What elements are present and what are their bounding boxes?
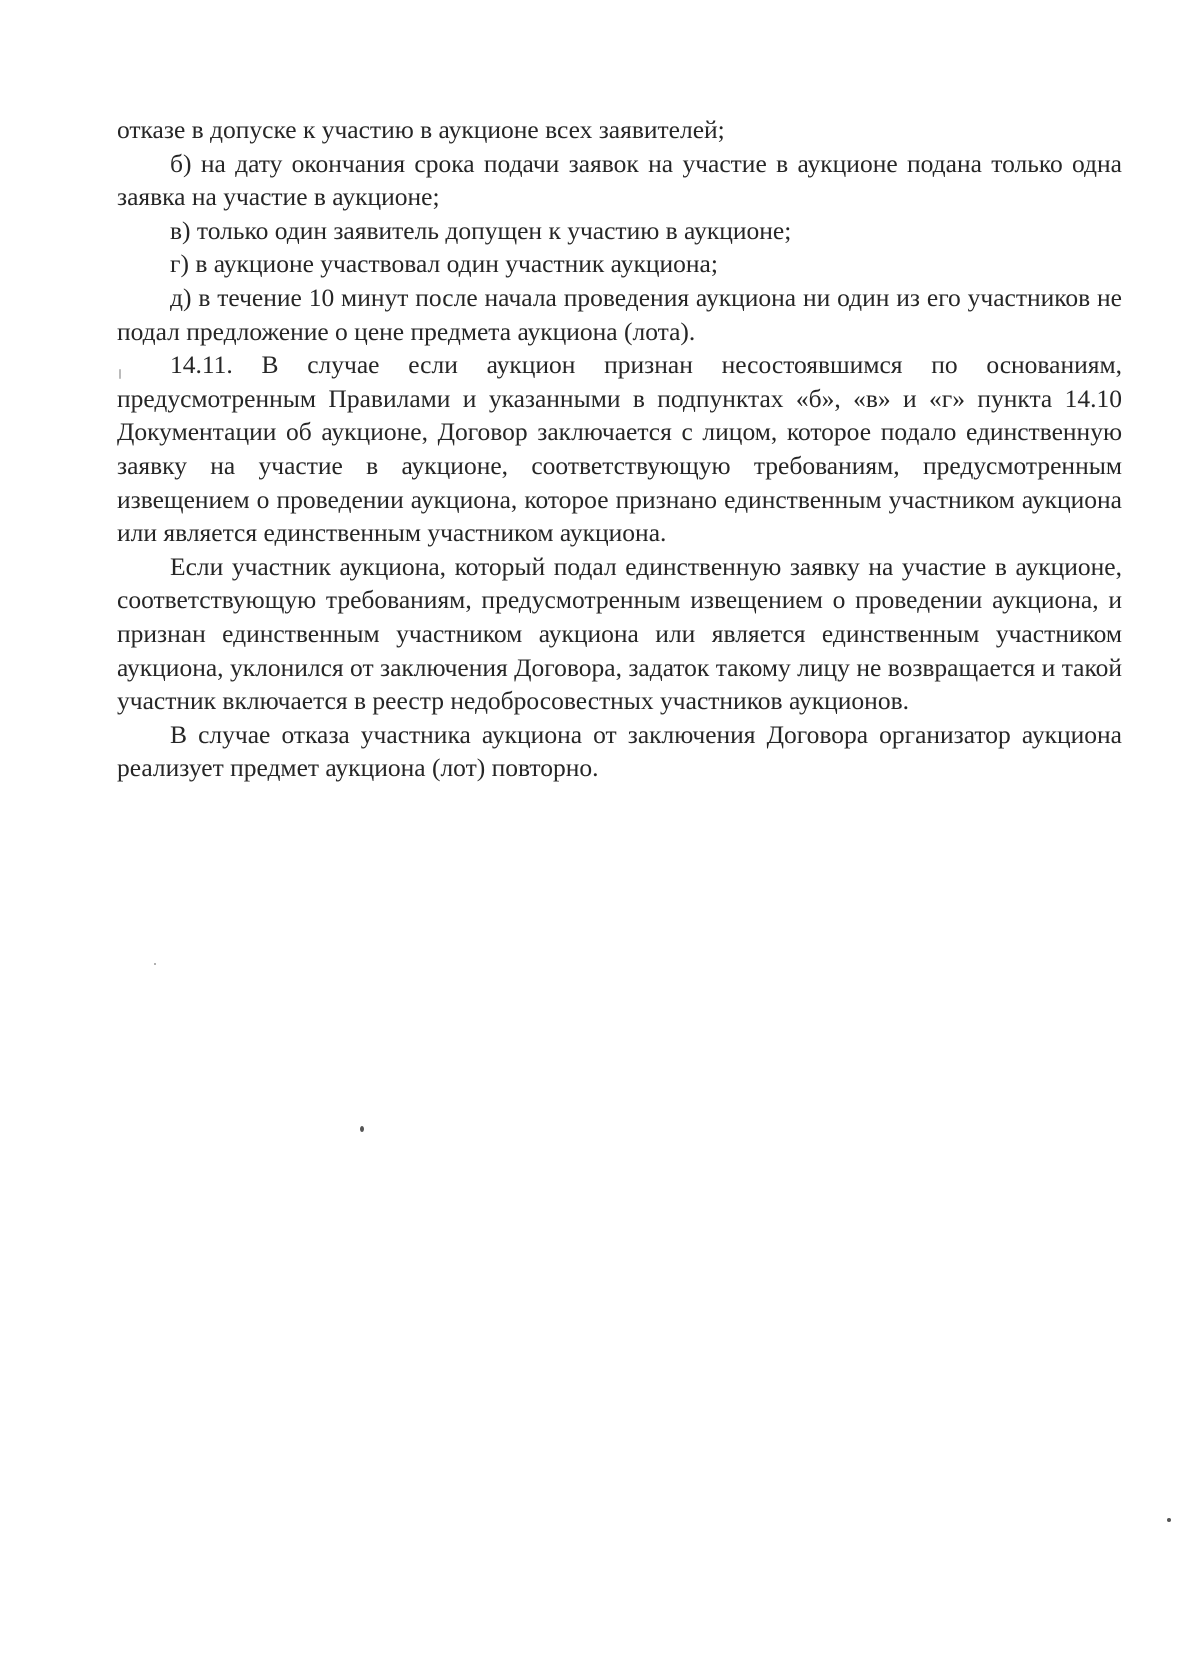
paragraph-item-d: д) в течение 10 минут после начала проведения аукциона ни один из его участников не подал предложение о цене предмета аукциона (лота). xyxy=(117,282,1122,346)
paragraph-item-v: в) только один заявитель допущен к участию в аукционе; xyxy=(170,215,792,245)
paragraph-sole-participant: Если участник аукциона, который подал единственную заявку на участие в аукционе, соответствующую требованиям, предусмотренным извещением о проведении аукциона, и признан единственным участником аукциона или является единственным участником аукциона, уклонился от заключения Договора, задаток такому лицу не возвращается и такой участник включается в реестр недобросовестных участников аукционов. xyxy=(117,551,1122,716)
paragraph-item-b: б) на дату окончания срока подачи заявок на участие в аукционе подана только одна заявка на участие в аукционе; xyxy=(117,148,1122,212)
paragraph-continuation: отказе в допуске к участию в аукционе всех заявителей; xyxy=(117,115,725,144)
paragraph-item-g: г) в аукционе участвовал один участник аукциона; xyxy=(170,249,718,279)
paragraph-refusal: В случае отказа участника аукциона от заключения Договора организатор аукциона реализует предмет аукциона (лот) повторно. xyxy=(117,719,1122,783)
scan-speck xyxy=(1167,1518,1171,1522)
scan-speck xyxy=(119,369,121,379)
scan-speck xyxy=(154,963,156,965)
document-body xyxy=(117,113,1122,785)
scan-speck xyxy=(360,1126,364,1132)
paragraph-clause-14-11: 14.11. В случае если аукцион признан несостоявшимся по основаниям, предусмотренным Правилами и указанными в подпунктах «б», «в» и «г» пункта 14.10 Документации об аукционе, Договор заключается с лицом, которое подало единственную заявку на участие в аукционе, соответствующую требованиям, предусмотренным извещением о проведении аукциона, которое признано единственным участником аукциона или является единственным участником аукциона. xyxy=(117,350,1122,548)
